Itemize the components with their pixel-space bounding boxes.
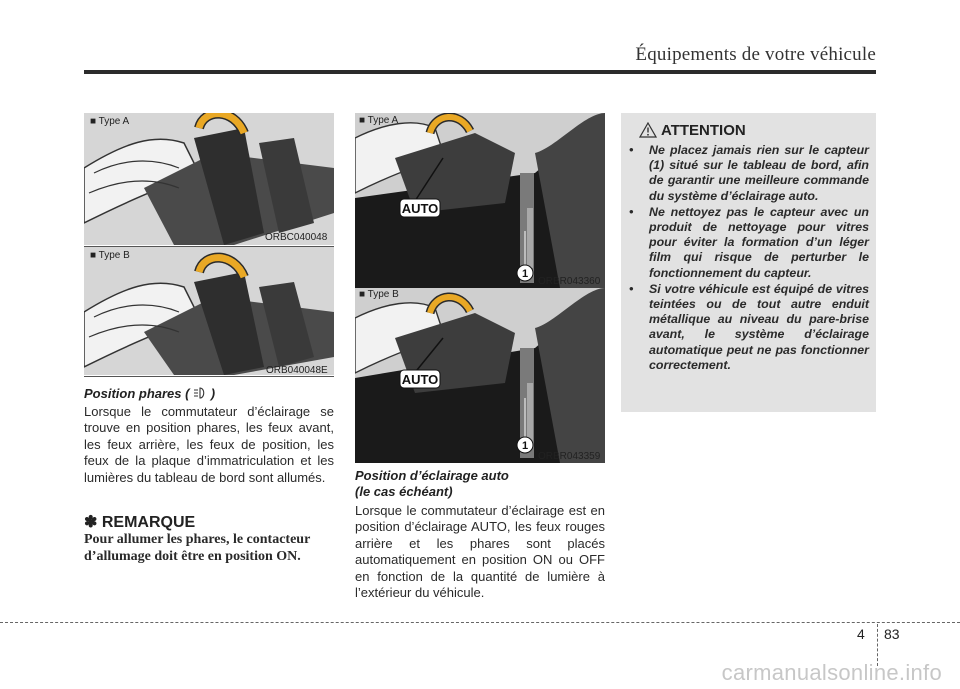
figure-tag: ■ Type B <box>359 289 399 300</box>
headlight-icon <box>193 387 207 399</box>
bullet: • <box>629 143 634 157</box>
attention-item <box>629 143 869 204</box>
figure-code: ORBR043360 <box>538 276 601 287</box>
figure-divider <box>84 376 334 377</box>
header-rule <box>84 70 876 74</box>
attention-item <box>629 282 869 373</box>
watermark: carmanualsonline.info <box>721 660 942 685</box>
figure-code: ORB040048E <box>266 365 328 376</box>
figure-code: ORBC040048 <box>265 232 328 243</box>
figure-type-a-auto <box>355 113 605 288</box>
headlight-body: Lorsque le commutateur d’éclairage se trouve en position phares, les feux avant, les feux arrière, les feux de position, les feux de la plaque d’immatriculation et les lumières du tableau de bord sont allumés. <box>84 404 334 485</box>
attention-title: ATTENTION <box>661 122 746 139</box>
remark-heading: ✽ REMARQUE <box>84 514 196 531</box>
sensor-callout: 1 <box>521 440 529 452</box>
switch-illustration <box>84 247 334 375</box>
figure-type-b-switch <box>84 247 334 375</box>
bullet: • <box>629 204 634 219</box>
attention-list <box>629 143 869 374</box>
auto-label: AUTO <box>401 372 439 387</box>
auto-body: Lorsque le commutateur d’éclairage est en position d’éclairage AUTO, les feux rouges arrière et les phares sont placés automatiquement en position ON ou OFF en fonction de la quantité de lumière à l’extérieur du véhicule. <box>355 503 605 601</box>
attention-item-text: Si votre véhicule est équipé de vitres teintées ou de tout autre enduit métallique au niveau du pare-brise avant, le système d’éclairage automatique peut ne pas fonctionner correctement. <box>649 281 869 372</box>
remark-body: Pour allumer les phares, le contacteur d’allumage doit être en position ON. <box>84 532 311 564</box>
auto-heading-line1: Position d’éclairage auto <box>355 468 509 483</box>
headlight-heading-close: ) <box>210 386 216 401</box>
figure-code: ORBR043359 <box>538 451 601 462</box>
attention-item-text: Ne placez jamais rien sur le capteur (1) situé sur le tableau de bord, afin de garantir une meilleure commande du système d’éclairage auto. <box>649 143 869 203</box>
figure-type-a-switch <box>84 113 334 245</box>
attention-box <box>621 113 876 412</box>
footer-rule <box>0 622 960 623</box>
auto-heading <box>355 468 509 500</box>
auto-switch-illustration <box>355 288 605 463</box>
figure-type-b-auto <box>355 288 605 463</box>
headlight-heading-text: Position phares ( <box>84 386 190 401</box>
bullet: • <box>629 281 634 296</box>
auto-heading-line2: (le cas échéant) <box>355 484 453 499</box>
figure-tag: ■ Type A <box>359 115 399 126</box>
auto-label: AUTO <box>401 201 439 216</box>
chapter-number: 4 <box>857 626 865 642</box>
figure-tag: ■ Type A <box>90 116 130 127</box>
auto-switch-illustration <box>355 113 605 288</box>
page-number: 83 <box>884 626 900 642</box>
warning-icon <box>639 122 657 143</box>
attention-item <box>629 205 869 281</box>
figure-tag: ■ Type B <box>90 250 130 261</box>
attention-item-text: Ne nettoyez pas le capteur avec un produit de nettoyage pour vitres pour éviter la formation d’un léger film qui risque de perturber le fonctionnement du capteur. <box>649 204 869 280</box>
sensor-callout: 1 <box>521 268 529 280</box>
switch-illustration <box>84 113 334 245</box>
headlight-heading <box>84 386 215 401</box>
page-header-title: Équipements de votre véhicule <box>635 44 876 65</box>
